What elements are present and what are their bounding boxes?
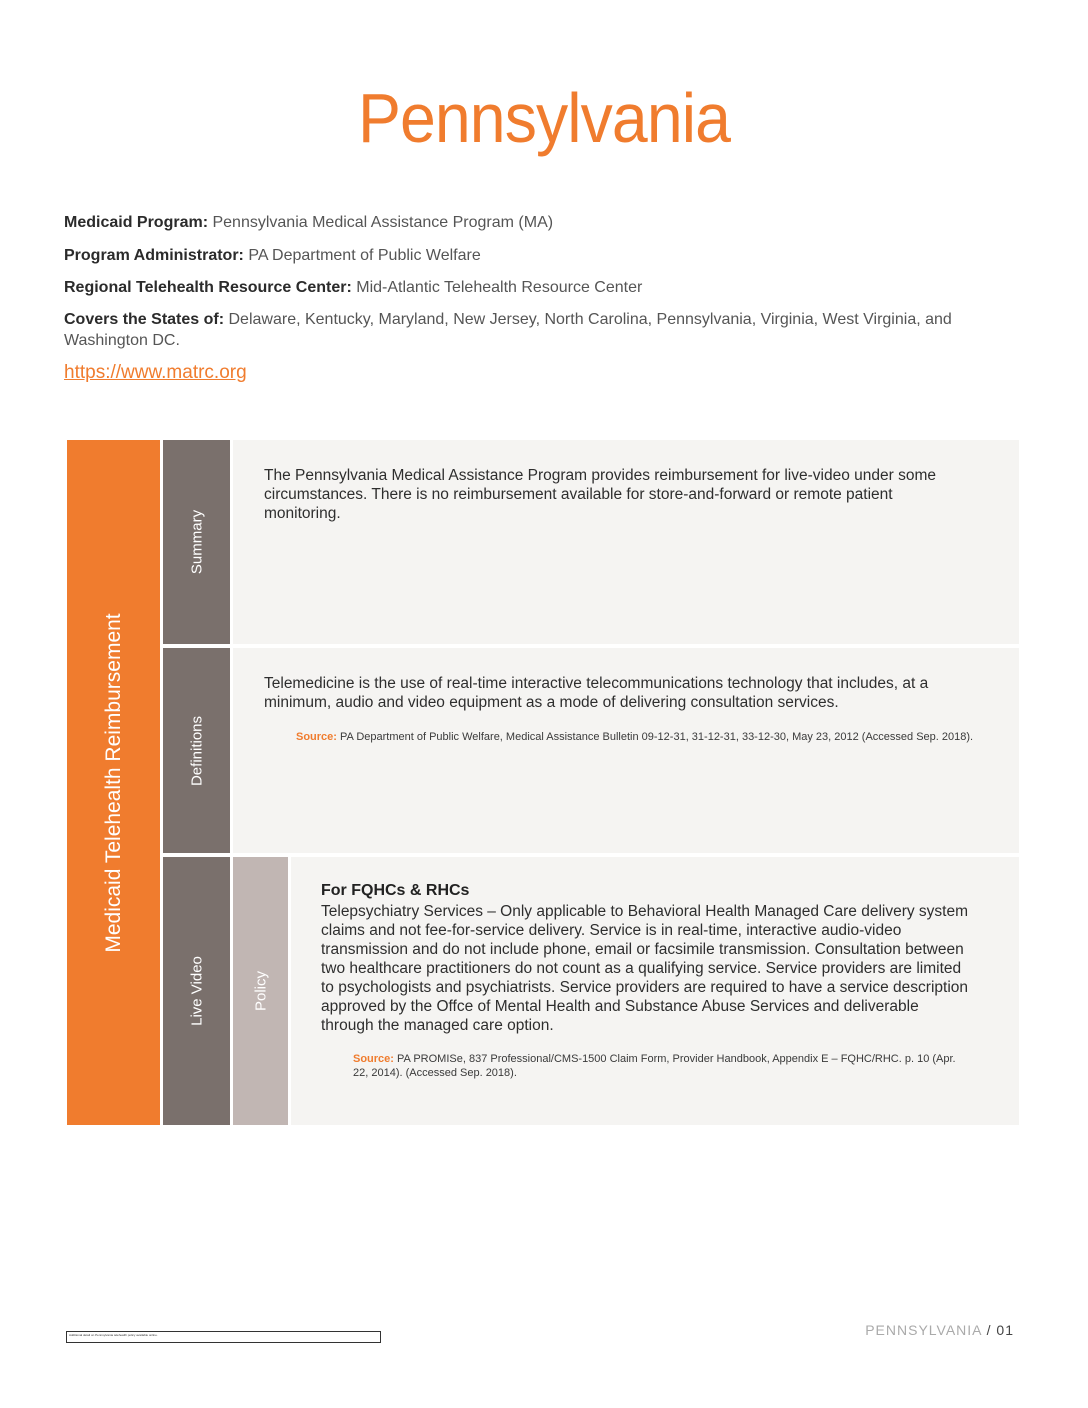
- resource-center-value: Mid-Atlantic Telehealth Resource Center: [356, 279, 643, 296]
- footer-page-number: 01: [996, 1322, 1014, 1338]
- resource-center-line: [64, 277, 994, 298]
- live-video-source-label: Source:: [353, 1053, 394, 1065]
- definitions-text: Telemedicine is the use of real-time interactive telecommunications technology that includes, at a minimum, audio and video equipment as a mode of delivering consultation services.: [264, 675, 929, 711]
- medicaid-program-value: Pennsylvania Medical Assistance Program (MA): [212, 214, 554, 231]
- live-video-label: Live Video: [188, 956, 205, 1026]
- live-video-source: [353, 1052, 973, 1080]
- definitions-source-label: Source:: [296, 731, 337, 743]
- page-title: Pennsylvania: [357, 79, 731, 157]
- administrator-value: PA Department of Public Welfare: [248, 247, 481, 264]
- states-value: Delaware, Kentucky, Maryland, New Jersey, North Carolina, Pennsylvania, Virginia, West Virginia, and Washington DC.: [64, 311, 952, 349]
- matrc-link[interactable]: https://www.matrc.org: [64, 362, 247, 383]
- footer-separator: /: [986, 1322, 992, 1338]
- footer-state: PENNSYLVANIA: [865, 1322, 982, 1338]
- footnote-text: Additional detail on Pennsylvania telehealth policy available online.: [69, 1333, 158, 1337]
- states-line: [64, 309, 994, 351]
- summary-label: Summary: [188, 509, 205, 575]
- medicaid-program-line: [64, 212, 994, 233]
- definitions-label-column: [163, 648, 230, 853]
- definitions-label: Definitions: [188, 715, 205, 786]
- policy-label-column: [233, 857, 288, 1125]
- main-category-label: Medicaid Telehealth Reimbursement: [101, 612, 125, 953]
- live-video-body: [321, 881, 969, 1035]
- administrator-label: Program Administrator:: [64, 247, 244, 264]
- live-video-label-column: [163, 857, 230, 1125]
- live-video-panel: [291, 857, 1019, 1125]
- definitions-source-text: PA Department of Public Welfare, Medical Assistance Bulletin 09-12-31, 31-12-31, 33-12-30, May 23, 2012 (Accessed Sep. 2018).: [340, 731, 974, 743]
- states-label: Covers the States of:: [64, 311, 225, 328]
- main-category-column: [67, 440, 160, 1125]
- definitions-panel: [233, 648, 1019, 853]
- live-video-source-text: PA PROMISe, 837 Professional/CMS-1500 Claim Form, Provider Handbook, Appendix E – FQHC/RHC. p. 10 (Apr. 22, 2014). (Accessed Sep. 2018).: [353, 1053, 956, 1079]
- policy-label: Policy: [252, 970, 269, 1012]
- medicaid-program-label: Medicaid Program:: [64, 214, 209, 231]
- summary-panel: [233, 440, 1019, 644]
- live-video-heading: For FQHCs & RHCs: [321, 882, 470, 899]
- summary-text: The Pennsylvania Medical Assistance Program provides reimbursement for live-video under some circumstances. There is no reimbursement available for store-and-forward or remote patient monitoring.: [264, 467, 936, 522]
- summary-label-column: [163, 440, 230, 644]
- administrator-line: [64, 245, 994, 266]
- resource-center-label: Regional Telehealth Resource Center:: [64, 279, 352, 296]
- footnote-box: [66, 1331, 381, 1343]
- page-footer: [865, 1322, 1014, 1338]
- definitions-source: [296, 730, 986, 744]
- live-video-text: Telepsychiatry Services – Only applicable to Behavioral Health Managed Care delivery system claims and not fee-for-service delivery. Service is in real-time, interactive audio-video transmission and do not include phone, email or facsimile transmission. Consultation between two healthcare practitioners do not count as a qualifying service. Service providers are limited to psychologists and psychiatrists. Service providers are required to have a service description approved by the Offce of Mental Health and Substance Abuse Services and deliverable through the managed care option.: [321, 903, 969, 1034]
